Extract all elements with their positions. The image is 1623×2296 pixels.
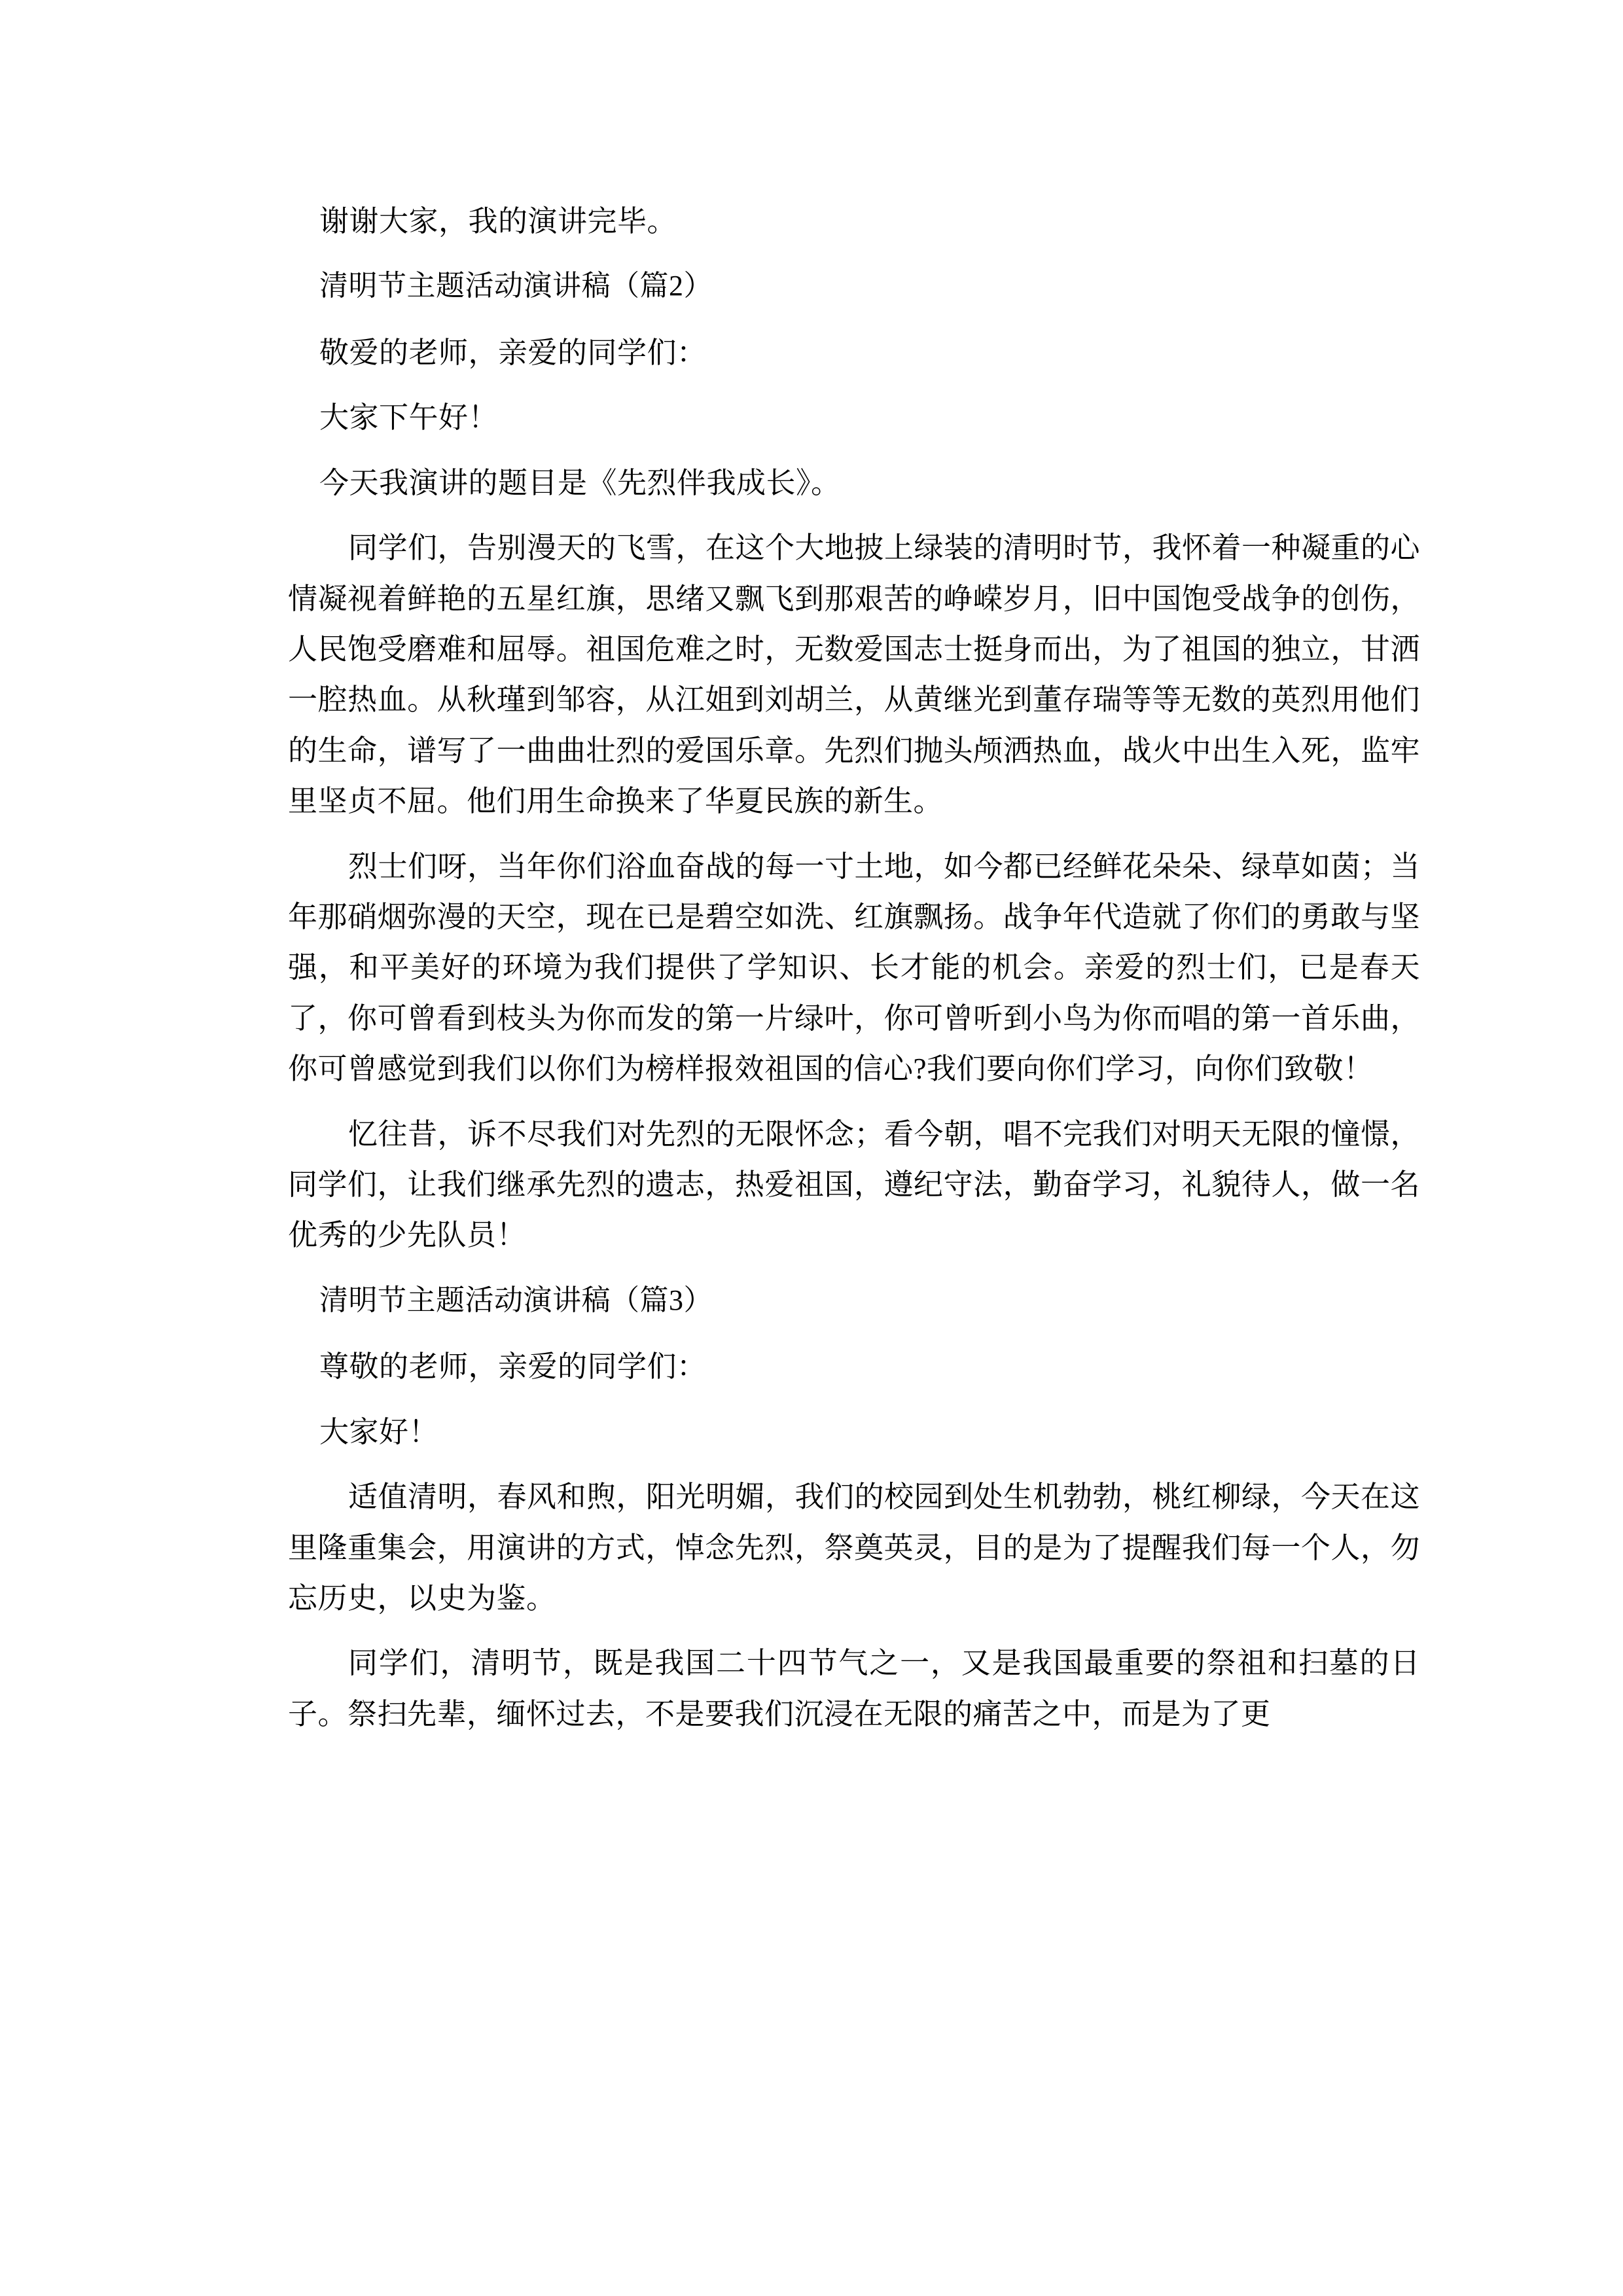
paragraph: 忆往昔，诉不尽我们对先烈的无限怀念；看今朝，唱不完我们对明天无限的憧憬，同学们，让我们继承先烈的遗志，热爱祖国，遵纪守法，勤奋学习，礼貌待人，做一名优秀的少先队员！ [288,1117,1421,1252]
document-body [288,196,1420,1740]
greeting-3: 大家好！ [319,1415,439,1448]
section-heading-3: 清明节主题活动演讲稿（篇3） [319,1283,713,1316]
topic-line-2: 今天我演讲的题目是《先烈伴我成长》。 [319,466,841,499]
paragraph: 同学们，告别漫天的飞雪，在这个大地披上绿装的清明时节，我怀着一种凝重的心情凝视着鲜艳的五星红旗，思绪又飘飞到那艰苦的峥嵘岁月，旧中国饱受战争的创伤，人民饱受磨难和屈辱。祖国危难之时，无数爱国志士挺身而出，为了祖国的独立，甘洒一腔热血。从秋瑾到邹容，从江姐到刘胡兰，从黄继光到董存瑞等等无数的英烈用他们的生命，谱写了一曲曲壮烈的爱国乐章。先烈们抛头颅洒热血，战火中出生入死，监牢里坚贞不屈。他们用生命换来了华夏民族的新生。 [288,531,1421,818]
salutation-2: 敬爱的老师，亲爱的同学们： [319,336,707,370]
closing-line: 谢谢大家，我的演讲完毕。 [319,205,677,238]
salutation-3: 尊敬的老师，亲爱的同学们： [319,1350,707,1384]
greeting-2: 大家下午好！ [319,401,499,435]
paragraph: 适值清明，春风和煦，阳光明媚，我们的校园到处生机勃勃，桃红柳绿，今天在这里隆重集会，用演讲的方式，悼念先烈，祭奠英灵，目的是为了提醒我们每一个人，勿忘历史，以史为鉴。 [288,1480,1421,1615]
section-heading-2: 清明节主题活动演讲稿（篇2） [319,270,713,302]
paragraph: 烈士们呀，当年你们浴血奋战的每一寸土地，如今都已经鲜花朵朵、绿草如茵；当年那硝烟弥漫的天空，现在已是碧空如洗、红旗飘扬。战争年代造就了你们的勇敢与坚强，和平美好的环境为我们提供了学知识、长才能的机会。亲爱的烈士们，已是春天了，你可曾看到枝头为你而发的第一片绿叶，你可曾听到小鸟为你而唱的第一首乐曲，你可曾感觉到我们以你们为榜样报效祖国的信心?我们要向你们学习，向你们致敬！ [288,850,1421,1086]
paragraph: 同学们，清明节，既是我国二十四节气之一，又是我国最重要的祭祖和扫墓的日子。祭扫先辈，缅怀过去，不是要我们沉浸在无限的痛苦之中，而是为了更 [288,1647,1420,1731]
